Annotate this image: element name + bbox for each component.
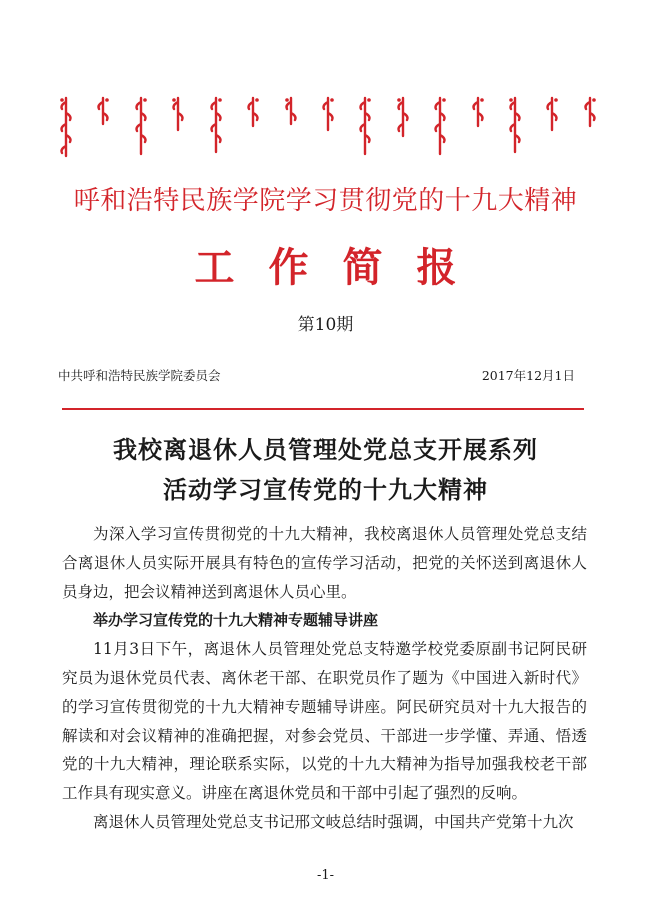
mongolian-glyph [283, 96, 299, 128]
article-headline-line1: 我校离退休人员管理处党总支开展系列 [113, 435, 538, 464]
article-headline-line2: 活动学习宣传党的十九大精神 [163, 475, 488, 504]
paragraph-intro: 为深入学习宣传贯彻党的十九大精神，我校离退休人员管理处党总支结合离退休人员实际开展具有特色的宣传学习活动，把党的关怀送到离退休人员身边，把会议精神送到离退休人员心里。 [62, 525, 587, 601]
paragraph-lecture: 11月3日下午，离退休人员管理处党总支特邀学校党委原副书记阿民研究员为退休党员代表、离休老干部、在职党员作了题为《中国进入新时代》的学习宣传贯彻党的十九大精神专题辅导讲座。阿民研究员对十九大报告的解读和对会议精神的准确把握，对参会党员、干部进一步学懂、弄通、悟透党的十九大精神，理论联系实际，以党的十九大精神为指导加强我校老干部工作具有现实意义。讲座在离退休党员和干部中引起了强烈的反响。 [62, 640, 587, 803]
mongolian-glyph [582, 96, 598, 130]
bulletin-subtitle: 呼和浩特民族学院学习贯彻党的十九大精神 [73, 186, 578, 216]
mongolian-glyph [395, 96, 411, 140]
mongolian-glyph [470, 96, 486, 130]
section-heading: 举办学习宣传党的十九大精神专题辅导讲座 [93, 611, 379, 630]
mongolian-glyph [357, 96, 373, 158]
paragraph-summary: 离退休人员管理处党总支书记邢文岐总结时强调，中国共产党第十九次 [93, 812, 574, 831]
mongolian-glyph [507, 96, 523, 156]
bulletin-masthead: 工作简报 [194, 245, 491, 291]
article-body [62, 520, 587, 837]
mongolian-glyph [133, 96, 149, 158]
mongolian-title [58, 96, 598, 158]
page-number: -1- [316, 868, 335, 883]
mongolian-glyph [170, 96, 186, 134]
mongolian-glyph [320, 96, 336, 134]
mongolian-glyph [432, 96, 448, 158]
header-divider [62, 408, 584, 410]
publisher: 中共呼和浩特民族学院委员会 [58, 368, 221, 383]
mongolian-glyph [95, 96, 111, 128]
mongolian-glyph [58, 96, 74, 160]
mongolian-glyph [245, 96, 261, 130]
mongolian-glyph [208, 96, 224, 156]
issue-number: 第10期 [297, 315, 354, 335]
publish-date: 2017年12月1日 [481, 368, 575, 383]
mongolian-glyph [544, 96, 560, 134]
